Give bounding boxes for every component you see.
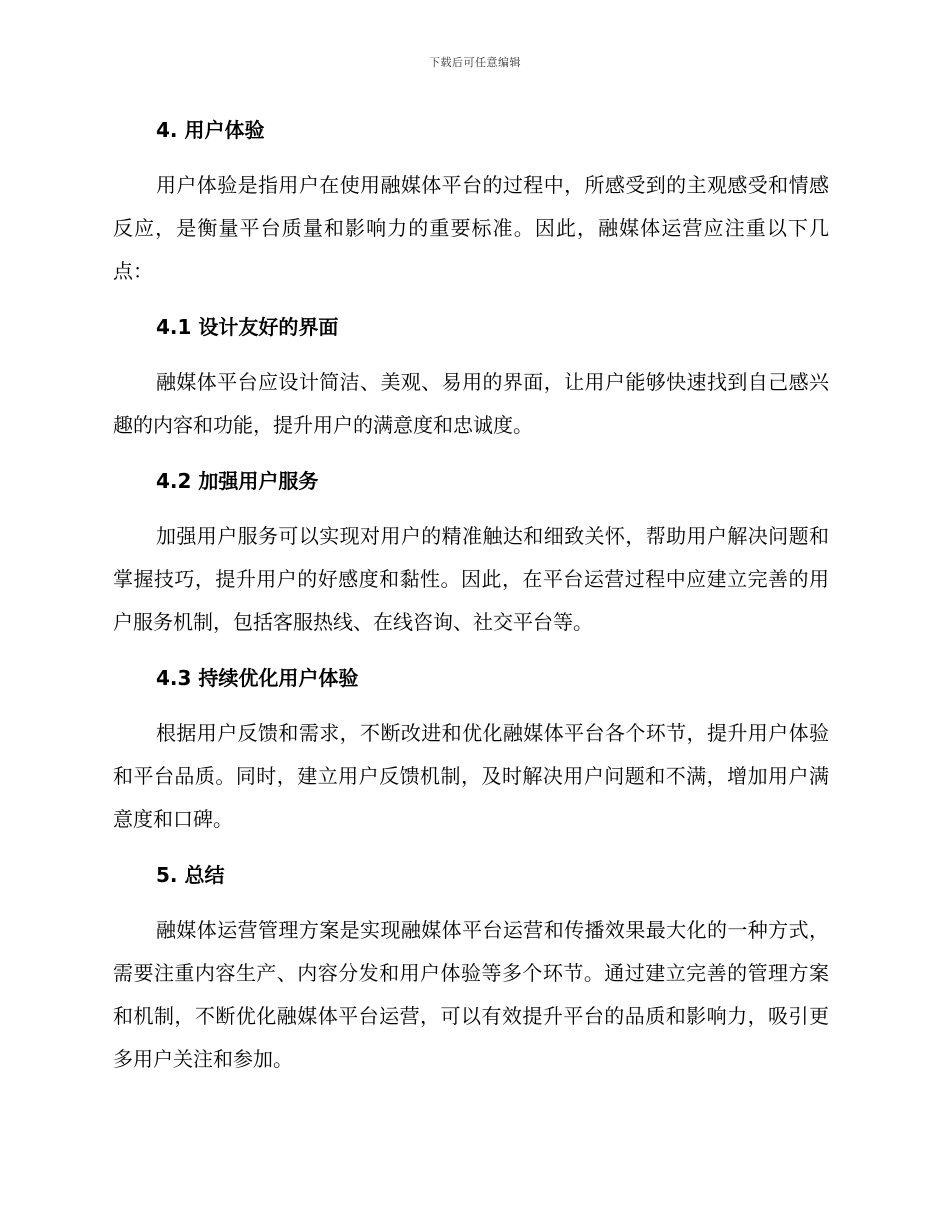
- section-paragraph-4-3: 根据用户反馈和需求，不断改进和优化融媒体平台各个环节，提升用户体验和平台品质。同时，建立用户反馈机制，及时解决用户问题和不满，增加用户满意度和口碑。: [113, 721, 829, 831]
- section-heading-4-1: 4.1 设计友好的界面: [156, 315, 339, 339]
- section-paragraph-4-2: 加强用户服务可以实现对用户的精准触达和细致关怀，帮助用户解决问题和掌握技巧，提升用户的好感度和黏性。因此，在平台运营过程中应建立完善的用户服务机制，包括客服热线、在线咨询、社交平台等。: [113, 524, 829, 634]
- section-paragraph-4: 用户体验是指用户在使用融媒体平台的过程中，所感受到的主观感受和情感反应，是衡量平台质量和影响力的重要标准。因此，融媒体运营应注重以下几点：: [113, 173, 829, 283]
- page-header-note: 下载后可任意编辑: [429, 56, 521, 69]
- section-paragraph-5: 融媒体运营管理方案是实现融媒体平台运营和传播效果最大化的一种方式，需要注重内容生产、内容分发和用户体验等多个环节。通过建立完善的管理方案和机制，不断优化融媒体平台运营，可以有效提升平台的品质和影响力，吸引更多用户关注和参加。: [113, 918, 829, 1071]
- section-heading-4: 4. 用户体验: [156, 118, 265, 142]
- section-heading-5: 5. 总结: [156, 863, 225, 887]
- section-heading-4-3: 4.3 持续优化用户体验: [156, 666, 359, 690]
- section-heading-4-2: 4.2 加强用户服务: [156, 469, 319, 493]
- section-paragraph-4-1: 融媒体平台应设计简洁、美观、易用的界面，让用户能够快速找到自己感兴趣的内容和功能，提升用户的满意度和忠诚度。: [113, 370, 829, 437]
- document-body: [113, 110, 829, 1081]
